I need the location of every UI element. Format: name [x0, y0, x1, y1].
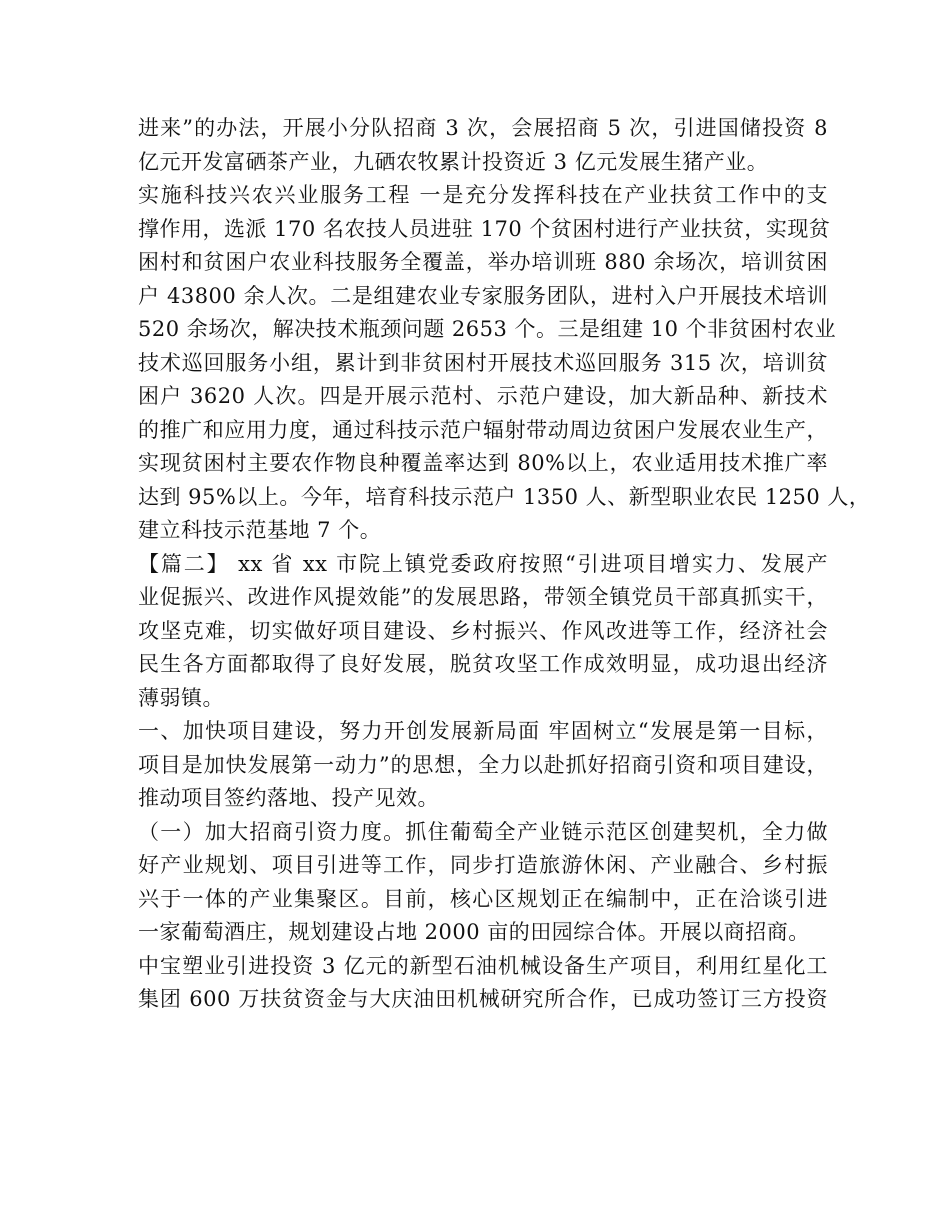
subsection-heading-line: 一、加快项目建设，努力开创发展新局面 牢固树立“发展是第一目标，: [138, 719, 828, 743]
text-line: 技术巡回服务小组，累计到非贫困村开展技术巡回服务 315 次，培训贫: [138, 350, 828, 375]
text-line: 撑作用，选派 170 名农技人员进驻 170 个贫困村进行产业扶贫，实现贫: [138, 216, 831, 241]
text-line: 进来”的办法，开展小分队招商 3 次，会展招商 5 次，引进国储投资 8: [138, 116, 828, 140]
text-line: （一）加大招商引资力度。抓住葡萄全产业链示范区创建契机，全力做: [138, 819, 828, 844]
text-line: 好产业规划、项目引进等工作，同步打造旅游休闲、产业融合、乡村振: [138, 853, 828, 877]
text-line: 520 余场次，解决技术瓶颈问题 2653 个。三是组建 10 个非贫困村农业: [138, 317, 837, 341]
text-line: 攻坚克难，切实做好项目建设、乡村振兴、作风改进等工作，经济社会: [138, 618, 828, 643]
text-line: 实现贫困村主要农作物良种覆盖率达到 80%以上，农业适用技术推广率: [138, 451, 828, 475]
text-line: 中宝塑业引进投资 3 亿元的新型石油机械设备生产项目，利用红星化工: [138, 953, 828, 978]
text-line: 项目是加快发展第一动力”的思想，全力以赴抓好招商引资和项目建设，: [138, 752, 828, 777]
document-body: [138, 112, 871, 1017]
text-line: 的推广和应用力度，通过科技示范户辐射带动周边贫困户发展农业生产，: [138, 417, 828, 442]
section-heading-line: 【篇二】 xx 省 xx 市院上镇党委政府按照“引进项目增实力、发展产: [138, 551, 828, 576]
text-line: 薄弱镇。: [138, 685, 224, 710]
text-line: 业促振兴、改进作风提效能”的发展思路，带领全镇党员干部真抓实干，: [138, 585, 828, 609]
text-line: 困户 3620 人次。四是开展示范村、示范户建设，加大新品种、新技术: [138, 384, 828, 408]
text-line: 建立科技示范基地 7 个。: [138, 518, 382, 542]
text-line: 一家葡萄酒庄，规划建设占地 2000 亩的田园综合体。开展以商招商。: [138, 920, 810, 944]
text-line: 集团 600 万扶贫资金与大庆油田机械研究所合作，已成功签订三方投资: [138, 987, 828, 1011]
text-line: 兴于一体的产业集聚区。目前，核心区规划正在编制中，正在洽谈引进: [138, 886, 828, 911]
text-line: 达到 95%以上。今年，培育科技示范户 1350 人、新型职业农民 1250 人，: [138, 484, 871, 509]
text-line: 亿元开发富硒茶产业，九硒农牧累计投资近 3 亿元发展生猪产业。: [138, 149, 769, 174]
text-line: 推动项目签约落地、投产见效。: [138, 786, 439, 810]
text-line: 实施科技兴农兴业服务工程 一是充分发挥科技在产业扶贫工作中的支: [138, 183, 828, 207]
text-line: 户 43800 余人次。二是组建农业专家服务团队，进村入户开展技术培训: [138, 283, 828, 308]
text-line: 民生各方面都取得了良好发展，脱贫攻坚工作成效明显，成功退出经济: [138, 652, 828, 676]
text-line: 困村和贫困户农业科技服务全覆盖，举办培训班 880 余场次，培训贫困: [138, 250, 828, 274]
